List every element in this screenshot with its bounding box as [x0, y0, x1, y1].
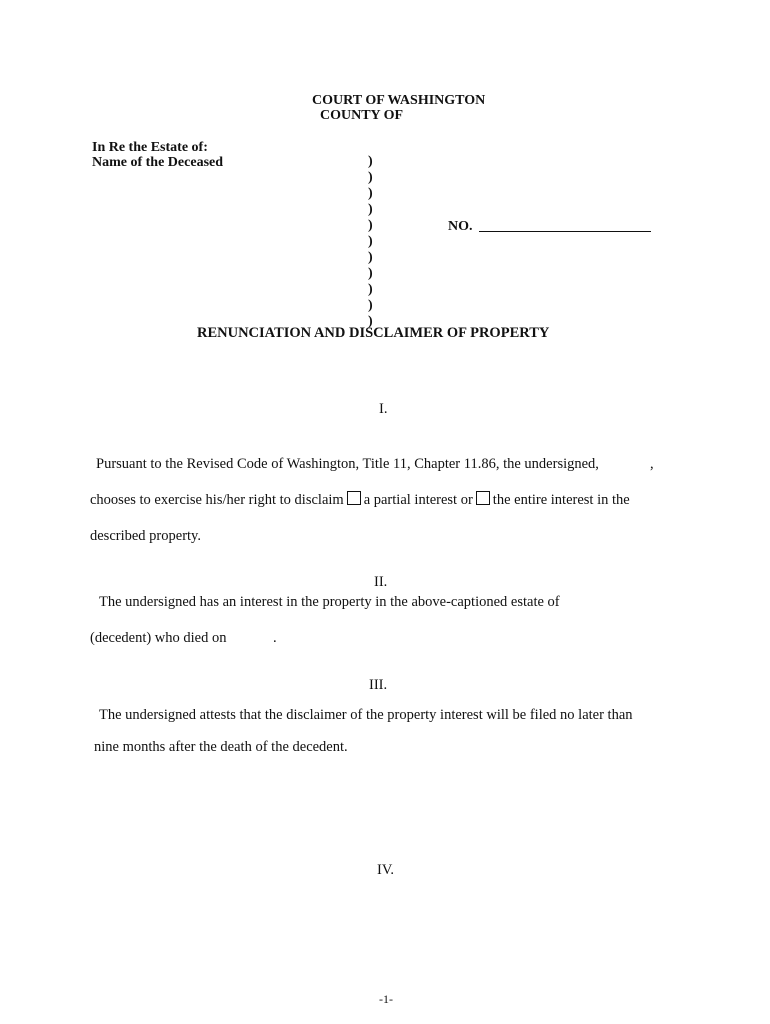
caption-paren: )	[368, 218, 373, 233]
caption-paren: )	[368, 314, 373, 329]
case-number-field	[448, 217, 651, 235]
court-heading: COURT OF WASHINGTON	[312, 93, 486, 108]
section-1-line-1: Pursuant to the Revised Code of Washington, Title 11, Chapter 11.86, the undersigned,	[96, 456, 599, 472]
caption-paren: )	[368, 154, 373, 169]
caption-paren: )	[368, 170, 373, 185]
caption-paren: )	[368, 298, 373, 313]
partial-interest-label: a partial interest or	[363, 492, 473, 508]
case-number-label: NO.	[448, 219, 473, 234]
page-number: -1-	[379, 992, 393, 1006]
caption-paren: )	[368, 202, 373, 217]
county-heading: COUNTY OF	[320, 108, 404, 123]
section-2-line-2-end: .	[273, 630, 277, 646]
caption-paren: )	[368, 266, 373, 281]
caption-paren: )	[368, 282, 373, 297]
case-number-blank[interactable]	[479, 217, 651, 232]
partial-interest-checkbox[interactable]	[347, 491, 361, 505]
section-2-line-2: (decedent) who died on	[90, 630, 227, 646]
caption-paren: )	[368, 234, 373, 249]
section-1-numeral: I.	[379, 401, 388, 417]
section-2-line-1: The undersigned has an interest in the property in the above-captioned estate of	[99, 594, 560, 610]
entire-interest-label: the entire interest in the	[492, 492, 630, 508]
section-1-line-3: described property.	[90, 528, 201, 544]
caption-paren: )	[368, 186, 373, 201]
estate-label: In Re the Estate of:	[92, 140, 208, 155]
caption-parentheses	[368, 154, 380, 330]
section-4-numeral: IV.	[377, 862, 395, 878]
disclaim-text: chooses to exercise his/her right to disclaim	[90, 492, 344, 508]
section-2-numeral: II.	[374, 574, 388, 590]
deceased-name-label: Name of the Deceased	[92, 155, 224, 170]
section-3-line-2: nine months after the death of the decedent.	[94, 739, 348, 755]
section-3-numeral: III.	[369, 677, 388, 693]
section-1-line-1-end: ,	[650, 456, 654, 472]
document-title: RENUNCIATION AND DISCLAIMER OF PROPERTY	[197, 325, 550, 341]
section-1-line-2	[90, 491, 630, 509]
section-3-line-1: The undersigned attests that the disclaimer of the property interest will be filed no later than	[99, 707, 633, 723]
entire-interest-checkbox[interactable]	[476, 491, 490, 505]
caption-paren: )	[368, 250, 373, 265]
